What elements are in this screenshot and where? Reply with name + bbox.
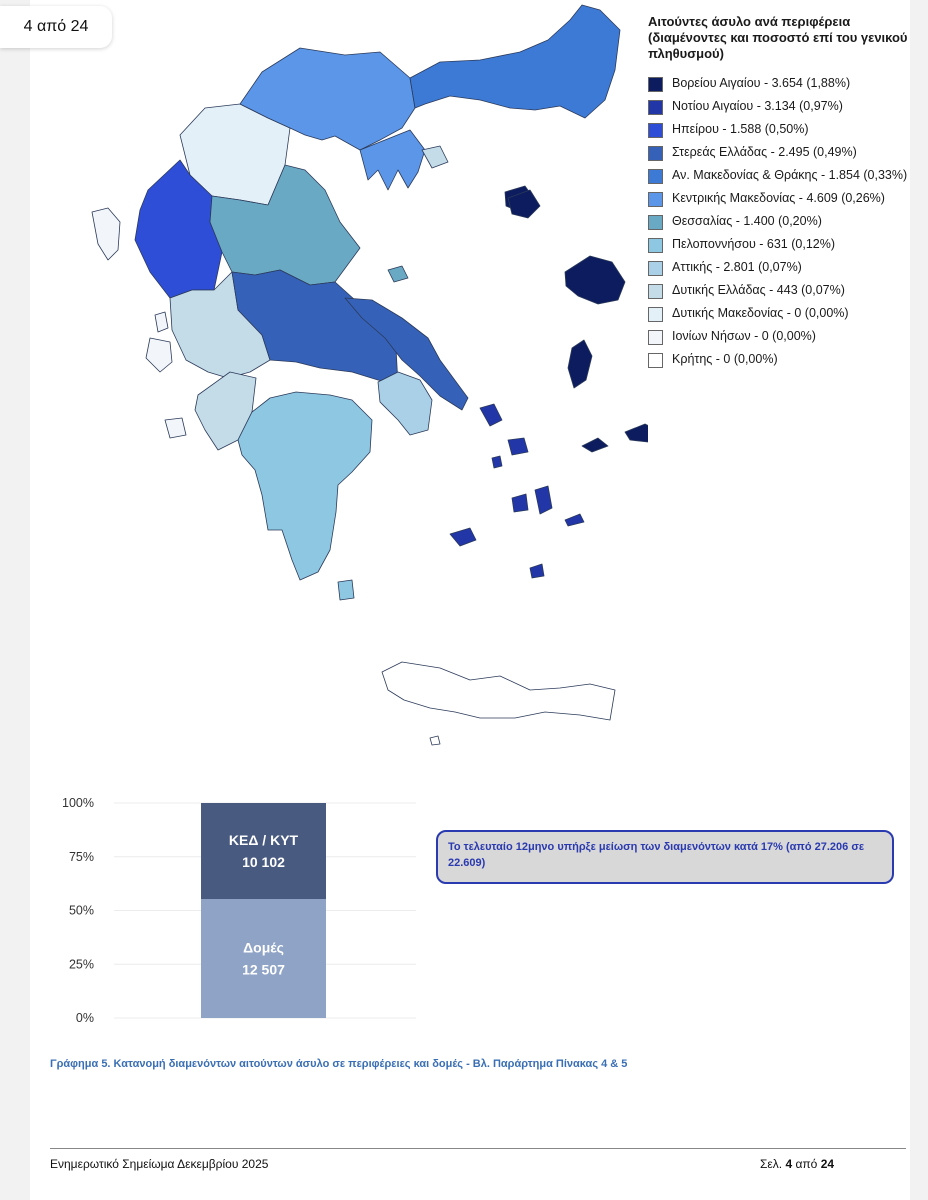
y-tick-label: 100% bbox=[62, 796, 94, 810]
legend-label: Νοτίου Αιγαίου - 3.134 (0,97%) bbox=[672, 99, 843, 113]
legend-swatch bbox=[648, 100, 663, 115]
region-attiki bbox=[378, 372, 432, 435]
region-tinos bbox=[508, 438, 528, 455]
legend-item bbox=[648, 168, 908, 184]
legend-swatch bbox=[648, 307, 663, 322]
legend-label: Θεσσαλίας - 1.400 (0,20%) bbox=[672, 214, 822, 228]
footer-page-separator: από bbox=[792, 1157, 821, 1171]
map-legend bbox=[648, 14, 908, 375]
bar-series-label: Δομές bbox=[243, 939, 284, 956]
footer-divider bbox=[50, 1148, 906, 1149]
legend-item bbox=[648, 191, 908, 207]
region-chios bbox=[568, 340, 592, 388]
region-thasos bbox=[422, 146, 448, 168]
legend-label: Αττικής - 2.801 (0,07%) bbox=[672, 260, 802, 274]
legend-label: Δυτικής Ελλάδας - 443 (0,07%) bbox=[672, 283, 845, 297]
bar-series-label: ΚΕΔ / ΚΥΤ bbox=[228, 832, 299, 849]
region-andros bbox=[480, 404, 502, 426]
footer-title: Ενημερωτικό Σημείωμα Δεκεμβρίου 2025 bbox=[50, 1157, 269, 1171]
bar-value-label: 10 102 bbox=[242, 854, 285, 871]
region-gavdos bbox=[430, 736, 440, 745]
legend-item bbox=[648, 306, 908, 322]
legend-label: Ιονίων Νήσων - 0 (0,00%) bbox=[672, 329, 816, 343]
legend-list bbox=[648, 76, 908, 368]
region-kefalonia bbox=[146, 338, 172, 372]
legend-swatch bbox=[648, 123, 663, 138]
bar-segment bbox=[201, 899, 326, 1018]
legend-item bbox=[648, 214, 908, 230]
region-kythira bbox=[338, 580, 354, 600]
note-text: Το τελευταίο 12μηνο υπήρξε μείωση των διαμενόντων κατά 17% (από 27.206 σε 22.609) bbox=[448, 841, 865, 869]
legend-label: Δυτικής Μακεδονίας - 0 (0,00%) bbox=[672, 306, 849, 320]
region-peloponnisos bbox=[238, 392, 372, 580]
legend-swatch bbox=[648, 238, 663, 253]
y-axis-ticks bbox=[62, 796, 94, 1025]
legend-item bbox=[648, 122, 908, 138]
region-paros bbox=[512, 494, 528, 512]
legend-title: Αιτούντες άσυλο ανά περιφέρεια (διαμένοντες και ποσοστό επί του γενικού πληθυσμού) bbox=[648, 14, 908, 61]
legend-swatch bbox=[648, 330, 663, 345]
region-syros bbox=[492, 456, 502, 468]
region-santorini bbox=[530, 564, 544, 578]
legend-item bbox=[648, 260, 908, 276]
figure-caption: Γράφημα 5. Κατανομή διαμενόντων αιτούντων άσυλο σε περιφέρειες και δομές - Βλ. Παράρτημα Πίνακας 4 & 5 bbox=[50, 1058, 628, 1070]
region-zakynthos bbox=[165, 418, 186, 438]
legend-item bbox=[648, 352, 908, 368]
legend-item bbox=[648, 329, 908, 345]
footer-page-total: 24 bbox=[820, 1157, 835, 1171]
page-indicator bbox=[0, 6, 112, 48]
region-lesvos bbox=[565, 256, 625, 304]
legend-swatch bbox=[648, 192, 663, 207]
region-kriti bbox=[382, 662, 615, 720]
region-amorgos bbox=[565, 514, 584, 526]
legend-item bbox=[648, 145, 908, 161]
legend-label: Αν. Μακεδονίας & Θράκης - 1.854 (0,33%) bbox=[672, 168, 908, 182]
footer-page-prefix: Σελ. bbox=[760, 1157, 786, 1171]
region-lefkada bbox=[155, 312, 168, 332]
region-ikaria bbox=[582, 438, 608, 452]
y-tick-label: 50% bbox=[68, 903, 94, 918]
y-tick-label: 0% bbox=[75, 1011, 94, 1025]
region-sporades bbox=[388, 266, 408, 282]
bar-value-label: 12 507 bbox=[242, 961, 285, 978]
legend-item bbox=[648, 99, 908, 115]
region-samos bbox=[625, 424, 648, 442]
greece-region-map bbox=[88, 0, 648, 770]
region-an-makedonia-thraki bbox=[410, 5, 620, 118]
legend-swatch bbox=[648, 215, 663, 230]
legend-swatch bbox=[648, 146, 663, 161]
footer-page-number bbox=[760, 1157, 834, 1171]
y-tick-label: 75% bbox=[68, 849, 94, 864]
legend-label: Ηπείρου - 1.588 (0,50%) bbox=[672, 122, 809, 136]
page-indicator-text: 4 από 24 bbox=[23, 18, 89, 35]
footer-page-current: 4 bbox=[785, 1157, 793, 1171]
bar-segment bbox=[201, 803, 326, 899]
legend-swatch bbox=[648, 353, 663, 368]
region-milos bbox=[450, 528, 476, 546]
legend-item bbox=[648, 237, 908, 253]
legend-swatch bbox=[648, 261, 663, 276]
legend-label: Πελοποννήσου - 631 (0,12%) bbox=[672, 237, 835, 251]
region-naxos bbox=[535, 486, 552, 514]
legend-item bbox=[648, 76, 908, 92]
legend-swatch bbox=[648, 77, 663, 92]
legend-label: Στερεάς Ελλάδας - 2.495 (0,49%) bbox=[672, 145, 857, 159]
region-corfu bbox=[92, 208, 120, 260]
y-tick-label: 25% bbox=[68, 957, 94, 972]
stacked-bar-chart bbox=[44, 790, 424, 1030]
legend-item bbox=[648, 283, 908, 299]
legend-swatch bbox=[648, 169, 663, 184]
note-callout bbox=[436, 830, 894, 884]
legend-label: Βορείου Αιγαίου - 3.654 (1,88%) bbox=[672, 76, 851, 90]
legend-label: Κρήτης - 0 (0,00%) bbox=[672, 352, 778, 366]
legend-label: Κεντρικής Μακεδονίας - 4.609 (0,26%) bbox=[672, 191, 885, 205]
legend-swatch bbox=[648, 284, 663, 299]
